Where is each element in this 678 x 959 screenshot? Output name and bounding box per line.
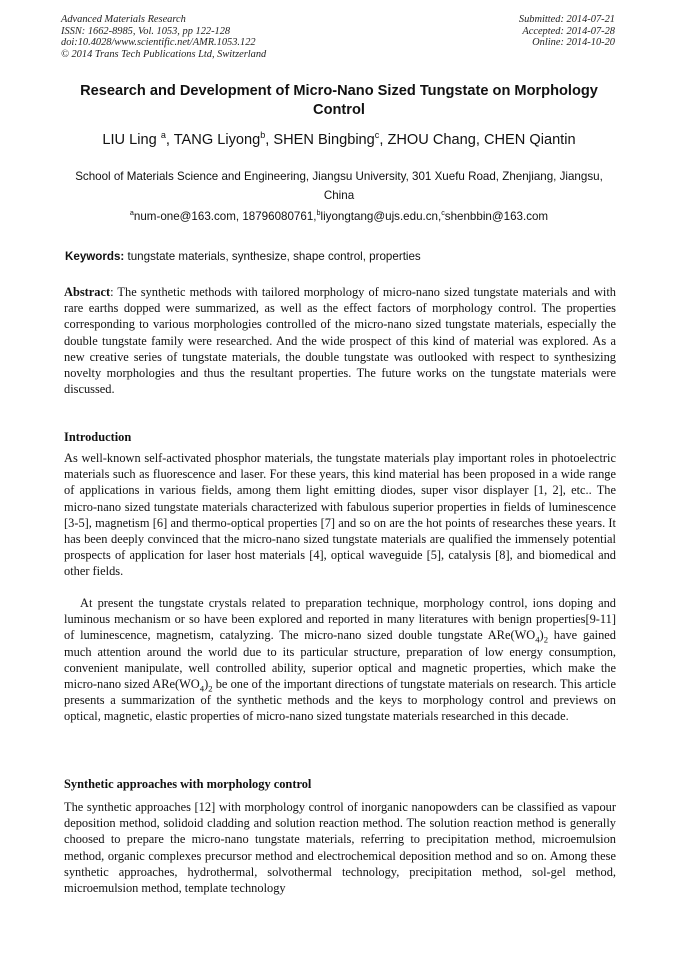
author-name: SHEN Bingbing <box>273 132 375 148</box>
journal-header <box>61 14 266 60</box>
journal-issn: ISSN: 1662-8985, Vol. 1053, pp 122-128 <box>61 25 231 37</box>
author-name: CHEN Qiantin <box>483 132 576 148</box>
abstract-label: Abstract <box>64 285 111 299</box>
email-marker: b <box>316 208 321 218</box>
email-marker: c <box>441 208 445 218</box>
date-accepted: Accepted: 2014-07-28 <box>522 25 615 37</box>
subscript: 2 <box>543 634 549 645</box>
abstract <box>64 284 616 397</box>
author-name: ZHOU Chang <box>387 132 476 148</box>
author-name: LIU Ling <box>102 132 157 148</box>
keywords-text: tungstate materials, synthesize, shape control, properties <box>127 250 421 263</box>
subscript: 4 <box>199 683 205 694</box>
author-name: TANG Liyong <box>173 132 261 148</box>
synthetic-paragraph-1: The synthetic approaches [12] with morphology control of inorganic nanopowders can be classified as vapour deposition method, solidoid cladding and solution reaction method. The solution reaction method is generally choosed to prepare the micro-nano tungstate materials, referring to precipitation method, microemulsion method, organic complexes precursor method and electrochemical deposition method and so on. Among these synthetic approaches, hydrothermal, solvothermal technology, precipitation method, sol-gel method, microemulsion method, template technology <box>64 800 616 896</box>
introduction-paragraph-2: At present the tungstate crystals related to preparation technique, morphology control, ions doping and luminous mechanism or so have been explored and reported in many literatures with benign properties[9-11] of luminescence, magnetism, catalyzing. The micro-nano sized double tungstate $ARe(WO_4)_2$ have gained much attention around the world due to its particular structure, preparation of low energy consumption, convenient manipulate, well controlled ability, superior optical and magnetic properties, which make the micro-nano sized $ARe(WO_4)_2$ be one of the important directions of tungstate materials on research. This article presents a summarization of the synthetic methods and the keys to morphology control and previews on optical, magnetic, elastic properties of micro-nano sized tungstate materials researched in this decade. <box>64 596 616 724</box>
subscript: 4 <box>535 634 540 645</box>
paragraph-text: At present the tungstate crystals related to preparation technique, morphology control, ions doping and luminous mechanism or so have been explored and reported in many literatures with benign properties[9-11] of luminescence, magnetism, catalyzing. The micro-nano sized double tungstate ARe(WO <box>64 596 616 643</box>
keywords-label: Keywords: <box>65 250 125 263</box>
author-marker: a <box>160 130 166 141</box>
subscript: 2 <box>208 683 213 694</box>
affiliation: School of Materials Science and Engineering, Jiangsu University, 301 Xuefu Road, Zhenjiang, Jiangsu, China <box>75 170 603 202</box>
section-heading-synthetic: Synthetic approaches with morphology control <box>64 777 312 791</box>
paper-title: Research and Development of Micro-Nano Sized Tungstate on Morphology Control <box>80 83 598 118</box>
author-list: LIU Ling $^a$, TANG Liyong$^b$, SHEN Bingbing$^c$, ZHOU Chang, CHEN Qiantin <box>102 130 576 148</box>
journal-copyright: © 2014 Trans Tech Publications Ltd, Switzerland <box>61 48 267 60</box>
keywords <box>65 250 615 264</box>
publication-dates <box>519 14 615 49</box>
email-a[interactable]: num-one@163.com, 18796080761, <box>133 210 317 223</box>
paragraph-text: have gained much attention around the world due to its particular structure, preparation of low energy consumption, convenient manipulate, well controlled ability, superior optical and magnetic properties, which make the micro-nano sized ARe(WO <box>64 628 616 692</box>
date-submitted: Submitted: 2014-07-21 <box>518 14 615 25</box>
introduction-paragraph-1: As well-known self-activated phosphor materials, the tungstate materials play important roles in photoelectric materials such as fluorescence and laser. For these years, this kind material has been proposed in a wide range of applications in various fields, among them light emitting diodes, super visor displayer [1, 2], etc.. The micro-nano sized tungstate materials characterized with fabulous superior properties in fields of luminescence [3-5], magnetism [6] and thermo-optical properties [7] and so on are the hot points of researches these years. It has been deeply convinced that the micro-nano sized tungstate materials are qualified the immensely potential prospects of application for laser host materials [4], optical waveguide [5], catalysis [8], and biomedical and other fields. <box>64 451 616 579</box>
abstract-text: : The synthetic methods with tailored morphology of micro-nano sized tungstate materials and with rare earths dopped were summarized, as well as the effect factors of morphology control. The properties corresponding to various morphologies controlled of the micro-nano sized tungstate materials, especially the double tungstate family were researched. And the wide prospect of this kind of material was explored. As a new creative series of tungstate materials, the double tungstate was outlooked with respect to synthesizing novelty morphologies and thus the resultant properties. The future works on the tungstate materials were discussed. <box>64 285 616 397</box>
email-b[interactable]: liyongtang@ujs.edu.cn, <box>320 210 442 223</box>
email-marker: a <box>129 208 134 218</box>
paragraph-text: be one of the important directions of tungstate materials on research. This article presents a summarization of the synthetic methods and the keys to morphology control and previews on optical, magnetic, elastic properties of micro-nano sized tungstate materials researched in this decade. <box>64 677 616 724</box>
journal-name: Advanced Materials Research <box>61 14 186 25</box>
author-marker: b <box>260 130 266 141</box>
date-online: Online: 2014-10-20 <box>532 37 615 49</box>
author-emails <box>40 210 638 224</box>
section-heading-introduction: Introduction <box>64 430 132 444</box>
author-marker: c <box>374 130 380 141</box>
email-c[interactable]: shenbbin@163.com <box>444 210 549 223</box>
journal-doi[interactable]: doi:10.4028/www.scientific.net/AMR.1053.122 <box>61 37 256 49</box>
